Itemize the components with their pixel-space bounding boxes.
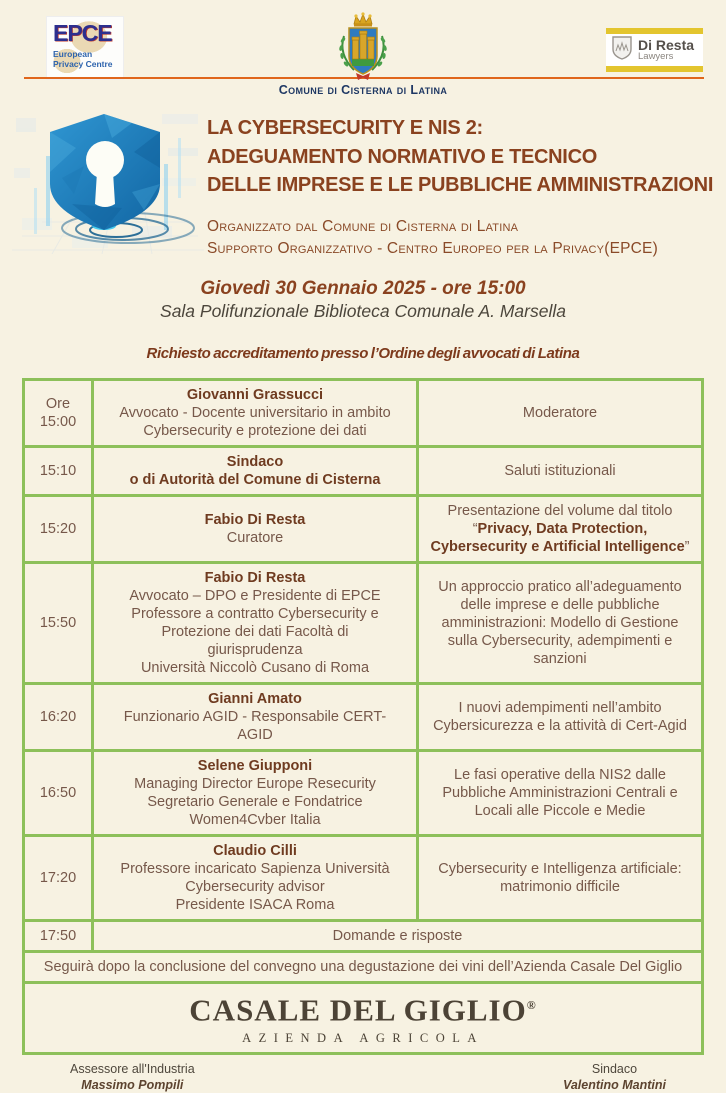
speaker-description: Presidente ISACA Roma	[175, 896, 335, 913]
speaker-description: Avvocato - Docente universitario in ambito	[119, 404, 391, 421]
speaker-description: Avvocato – DPO e Presidente di EPCE	[129, 587, 381, 604]
session-time: 17:20	[24, 835, 93, 920]
schedule-row	[24, 920, 703, 951]
signature-left-name: Massimo Pompili	[81, 1077, 184, 1092]
title-text	[207, 108, 713, 260]
schedule-row	[24, 683, 703, 750]
accreditation-note: Richiesto accreditamento presso l’Ordine degli avvocati di Latina	[146, 344, 580, 362]
speaker-name: Selene Giupponi	[197, 757, 313, 774]
schedule-table	[22, 378, 704, 1055]
schedule-row	[24, 379, 703, 446]
session-full-text: Domande e risposte	[93, 920, 703, 951]
title-line1: LA CYBERSECURITY E NIS 2:	[207, 117, 483, 139]
session-topic: I nuovi adempimenti nell’ambito Cybersicurezza e la attività di Cert-Agid	[418, 683, 703, 750]
schedule-row	[24, 562, 703, 683]
signature-left-role: Assessore all'Industria	[70, 1061, 195, 1076]
event-info	[0, 277, 726, 362]
epce-subtitle-line2: Privacy Centre	[53, 58, 113, 69]
speaker-name: Gianni Amato	[208, 690, 302, 707]
signatures	[70, 1061, 666, 1093]
session-speaker	[93, 379, 418, 446]
schedule-row	[24, 835, 703, 920]
event-venue: Sala Polifunzionale Biblioteca Comunale A. Marsella	[160, 300, 566, 321]
speaker-name: Sindaco	[226, 453, 284, 470]
session-speaker	[93, 835, 418, 920]
session-time: 16:20	[24, 683, 93, 750]
tasting-note: Seguirà dopo la conclusione del convegno una degustazione dei vini dell’Azienda Casale Del Giglio	[24, 951, 703, 982]
sponsor-logo	[33, 989, 693, 1026]
speaker-name: Giovanni Grassucci	[186, 386, 324, 403]
cyber-shield-graphic	[12, 108, 204, 254]
session-topic: Le fasi operative della NIS2 dalle Pubbliche Amministrazioni Centrali e Locali alle Piccole e Medie	[418, 750, 703, 835]
session-time: Ore 15:00	[24, 379, 93, 446]
speaker-description: Cybersecurity e protezione dei dati	[143, 422, 367, 439]
speaker-name: Fabio Di Resta	[204, 511, 306, 528]
session-topic: Saluti istituzionali	[418, 446, 703, 495]
session-time: 15:50	[24, 562, 93, 683]
event-datetime: Giovedì 30 Gennaio 2025 - ore 15:00	[200, 277, 526, 299]
speaker-description: Curatore	[226, 529, 284, 546]
sponsor-name: CASALE DEL GIGLIO	[189, 991, 527, 1027]
epce-acronym: EPCE	[53, 20, 112, 46]
speaker-description: o di Autorità del Comune di Cisterna	[129, 471, 381, 488]
speaker-description: Protezione dei dati Facoltà di	[161, 623, 349, 640]
title-line2: ADEGUAMENTO NORMATIVO E TECNICO	[207, 145, 597, 168]
organizer-line1: Organizzato dal Comune di Cisterna di Latina	[207, 217, 519, 235]
title-section	[12, 108, 716, 260]
schedule-row	[24, 446, 703, 495]
session-topic: Presentazione del volume dal titolo “Privacy, Data Protection, Cybersecurity e Artificial Intelligence”	[418, 495, 703, 562]
speaker-description: giurisprudenza	[207, 641, 303, 658]
session-speaker	[93, 562, 418, 683]
speaker-description: Cybersecurity advisor	[185, 878, 325, 895]
schedule-row	[24, 750, 703, 835]
signature-right-name: Valentino Mantini	[562, 1077, 666, 1092]
session-topic: Moderatore	[418, 379, 703, 446]
signature-right-role: Sindaco	[591, 1061, 638, 1076]
organizer-line2: Supporto Organizzativo - Centro Europeo per la Privacy(EPCE)	[207, 239, 658, 257]
signature-right	[563, 1061, 666, 1093]
speaker-description: Università Niccolò Cusano di Roma	[140, 659, 370, 676]
speaker-description: Professore incaricato Sapienza Università	[120, 860, 390, 877]
session-time: 15:10	[24, 446, 93, 495]
speaker-description: Managing Director Europe Resecurity	[134, 775, 376, 792]
comune-crest-icon	[0, 12, 726, 84]
speaker-description: Funzionario AGID - Responsabile CERT-	[123, 708, 387, 725]
epce-subtitle-line1: European	[53, 49, 93, 59]
schedule-body	[24, 379, 703, 951]
sponsor-row	[24, 982, 703, 1053]
sponsor-subtitle: AZIENDA AGRICOLA	[242, 1030, 484, 1045]
title-line3: DELLE IMPRESE E LE PUBBLICHE AMMINISTRAZIONI	[207, 174, 714, 196]
session-topic: Un approccio pratico all’adeguamento delle imprese e delle pubbliche amministrazioni: Modello di Gestione sulla Cybersecurity, adempimenti e sanzioni	[418, 562, 703, 683]
speaker-description: Segretario Generale e Fondatrice	[147, 793, 363, 810]
schedule-extra	[24, 951, 703, 1053]
diresta-subtitle: Lawyers	[638, 51, 674, 62]
session-speaker	[93, 750, 418, 835]
organizer-block	[207, 216, 713, 260]
page-title	[207, 114, 713, 200]
session-speaker	[93, 683, 418, 750]
sponsor-cell	[24, 982, 703, 1053]
header	[0, 0, 726, 100]
session-time: 16:50	[24, 750, 93, 835]
speaker-name: Claudio Cilli	[213, 842, 297, 859]
session-time: 17:50	[24, 920, 93, 951]
speaker-description: Women4Cvber Italia	[189, 811, 321, 828]
diresta-name: Di Resta	[638, 37, 695, 53]
comune-label: Comune di Cisterna di Latina	[278, 83, 448, 97]
schedule-row	[24, 495, 703, 562]
speaker-name: Fabio Di Resta	[204, 569, 306, 586]
speaker-description: Professore a contratto Cybersecurity e	[131, 605, 379, 622]
session-time: 15:20	[24, 495, 93, 562]
registered-mark: ®	[526, 997, 537, 1012]
tasting-row	[24, 951, 703, 982]
signature-left	[70, 1061, 195, 1093]
session-speaker	[93, 495, 418, 562]
speaker-description: AGID	[237, 726, 273, 743]
session-speaker	[93, 446, 418, 495]
session-topic: Cybersecurity e Intelligenza artificiale: matrimonio difficile	[418, 835, 703, 920]
